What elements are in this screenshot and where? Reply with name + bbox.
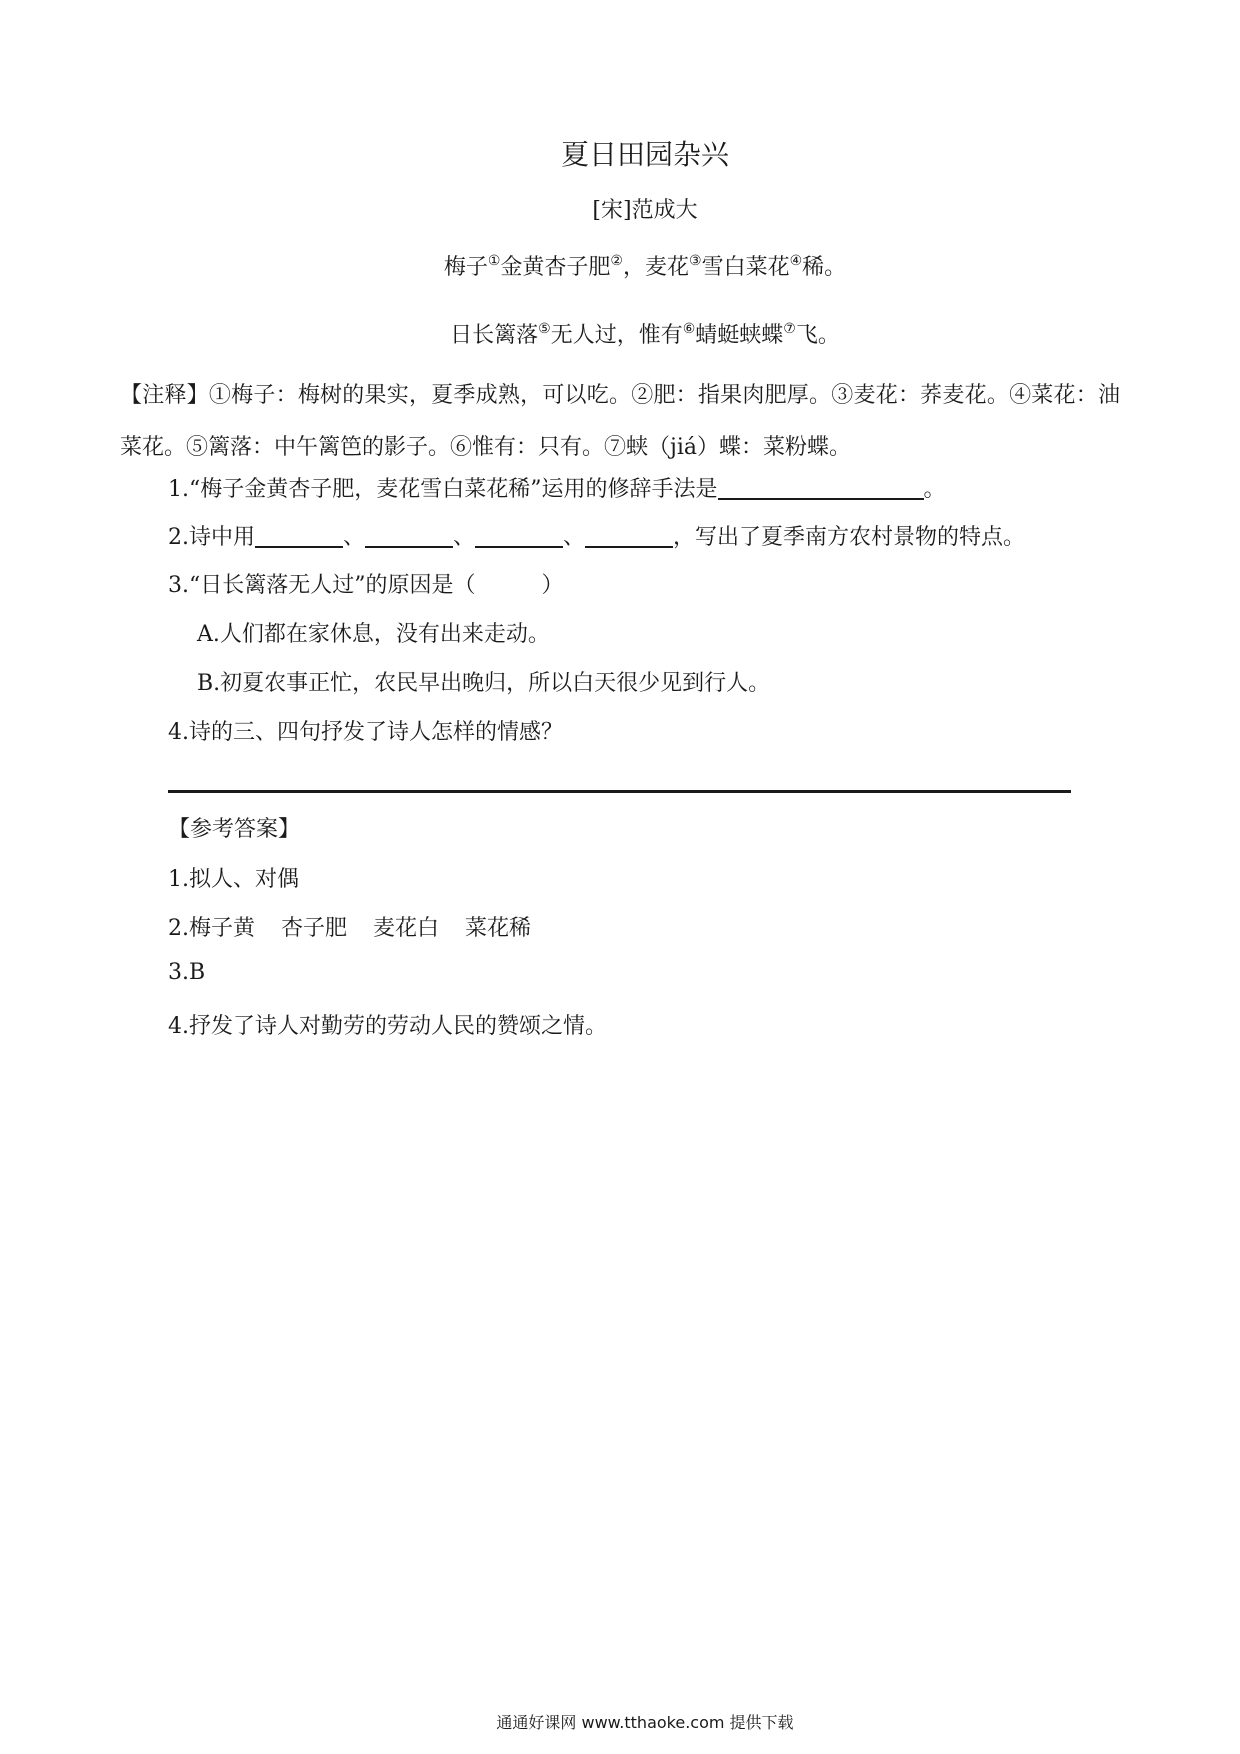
note-marker: ①: [487, 253, 501, 269]
answer-item: 麦花白: [373, 916, 440, 941]
question-3: 3.“日长篱落无人过”的原因是（ ）: [168, 573, 564, 598]
answer-item: 梅子黄: [189, 916, 256, 941]
annotation-notes: 【注释】①梅子：梅树的果实，夏季成熟，可以吃。②肥：指果肉肥厚。③麦花：荞麦花。④菜花：油菜花。⑤篱落：中午篱笆的影子。⑥惟有：只有。⑦蛱（jiá）蝶：菜粉蝶。: [120, 383, 1120, 460]
poem-segment: 无人过，惟有: [550, 323, 683, 348]
note-marker: ⑥: [682, 321, 696, 337]
page-title: 夏日田园杂兴: [560, 138, 729, 171]
question-text: ，写出了夏季南方农村景物的特点。: [673, 525, 1026, 550]
poem-line-1: [0, 250, 1240, 281]
answer-1: 1.拟人、对偶: [168, 867, 299, 892]
question-4: 4.诗的三、四句抒发了诗人怎样的情感？: [168, 720, 563, 745]
question-2: [168, 520, 1025, 551]
note-marker: ④: [789, 253, 803, 269]
option-b: B.初夏农事正忙，农民早出晚归，所以白天很少见到行人。: [197, 671, 771, 696]
answer-item: 菜花稀: [465, 916, 532, 941]
separator: 、: [453, 525, 476, 550]
note-marker: ②: [610, 253, 623, 269]
answer-blank[interactable]: [718, 475, 924, 500]
divider-line: [168, 790, 1071, 793]
poem-segment: 雪白菜花: [701, 255, 790, 280]
poem-segment: 飞。: [795, 323, 840, 348]
poem-segment: ，麦花: [622, 255, 689, 280]
option-a: A.人们都在家休息，没有出来走动。: [197, 622, 550, 647]
poem-segment: 稀。: [802, 255, 847, 280]
question-1: [168, 472, 946, 503]
answer-number: 2.: [168, 916, 189, 941]
answer-blank[interactable]: [475, 523, 563, 548]
question-text: 2.诗中用: [168, 525, 255, 550]
answer-item: 杏子肥: [281, 916, 348, 941]
answer-4: 4.抒发了诗人对勤劳的劳动人民的赞颂之情。: [168, 1014, 607, 1039]
separator: 、: [343, 525, 366, 550]
poem-author: [宋]范成大: [592, 198, 698, 223]
footer-credit: 通通好课网 www.tthaoke.com 提供下载: [496, 1713, 794, 1732]
note-marker: ⑤: [538, 321, 551, 337]
poem-segment: 金黄杏子肥: [500, 255, 611, 280]
note-marker: ③: [689, 253, 702, 269]
answers-heading: 【参考答案】: [168, 817, 301, 842]
note-marker: ⑦: [783, 321, 796, 337]
poem-segment: 日长篱落: [450, 323, 539, 348]
answer-blank[interactable]: [585, 523, 673, 548]
answer-3: 3.B: [168, 960, 206, 985]
separator: 、: [563, 525, 586, 550]
question-text: 1.“梅子金黄杏子肥，麦花雪白菜花稀”运用的修辞手法是: [168, 477, 718, 502]
poem-segment: 蜻蜓蛱蝶: [695, 323, 784, 348]
answer-blank[interactable]: [255, 523, 343, 548]
answer-blank[interactable]: [365, 523, 453, 548]
question-text: 。: [923, 477, 946, 502]
poem-segment: 梅子: [443, 255, 488, 280]
poem-line-2: [0, 318, 1240, 349]
answer-2: [168, 911, 531, 942]
